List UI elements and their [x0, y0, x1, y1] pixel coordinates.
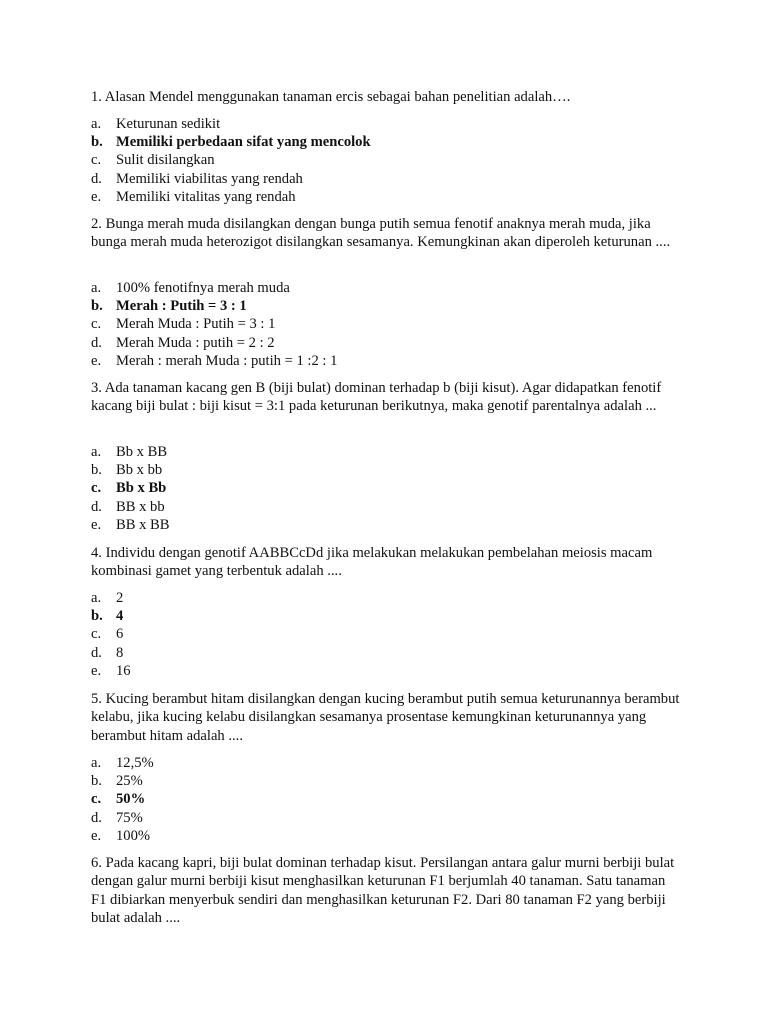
option-text: Memiliki vitalitas yang rendah — [116, 188, 296, 205]
option-text: 100% — [116, 827, 151, 844]
option-letter: e. — [91, 827, 102, 844]
option-3e — [91, 516, 681, 534]
option-letter: b. — [91, 773, 102, 790]
option-letter: a. — [91, 755, 102, 771]
question-4-text: 4. Individu dengan genotif AABBCcDd jika melakukan melakukan pembelahan meiosis macam kombinasi gamet yang terbentuk adalah .... — [91, 545, 653, 580]
option-5c — [91, 790, 681, 808]
option-letter: c. — [91, 316, 102, 333]
option-4e — [91, 662, 681, 680]
option-text: Merah Muda : Putih = 3 : 1 — [116, 316, 276, 333]
option-letter: c. — [91, 152, 102, 169]
option-text: Keturunan sedikit — [116, 116, 221, 132]
option-text: Bb x bb — [116, 462, 163, 479]
option-5a — [91, 754, 681, 772]
option-text: 2 — [116, 590, 124, 606]
question-1-options — [91, 115, 681, 206]
option-2b — [91, 297, 681, 315]
option-letter: a. — [91, 444, 102, 460]
question-3-options — [91, 443, 681, 534]
option-text: Bb x Bb — [116, 480, 167, 497]
question-5-options — [91, 754, 681, 845]
option-letter: e. — [91, 662, 102, 679]
option-5d — [91, 809, 681, 827]
option-1a — [91, 115, 681, 133]
option-text: Memiliki perbedaan sifat yang mencolok — [116, 134, 371, 151]
option-text: 4 — [116, 608, 124, 625]
question-4-options — [91, 589, 681, 680]
option-text: BB x BB — [116, 516, 170, 533]
option-1d — [91, 170, 681, 188]
option-4c — [91, 625, 681, 643]
option-letter: e. — [91, 188, 102, 205]
option-letter: e. — [91, 352, 102, 369]
option-text: 75% — [116, 809, 143, 826]
option-3c — [91, 479, 681, 497]
option-text: 100% fenotifnya merah muda — [116, 280, 290, 296]
option-4d — [91, 644, 681, 662]
option-letter: d. — [91, 809, 102, 826]
option-text: Merah Muda : putih = 2 : 2 — [116, 334, 275, 351]
option-1b — [91, 133, 681, 151]
option-5b — [91, 772, 681, 790]
option-text: Bb x BB — [116, 444, 168, 460]
option-letter: b. — [91, 462, 102, 479]
option-letter: a. — [91, 590, 102, 606]
option-text: Sulit disilangkan — [116, 152, 215, 169]
option-4a — [91, 589, 681, 607]
option-3d — [91, 498, 681, 516]
option-letter: c. — [91, 791, 102, 808]
option-2c — [91, 315, 681, 333]
option-text: 6 — [116, 626, 124, 643]
option-text: 8 — [116, 644, 124, 661]
option-text: 16 — [116, 662, 131, 679]
question-2-text: 2. Bunga merah muda disilangkan dengan bunga putih semua fenotif anaknya merah muda, jika bunga merah muda heterozigot disilangkan sesamanya. Kemungkinan akan diperoleh keturunan .... — [91, 216, 671, 251]
option-2d — [91, 334, 681, 352]
question-5-text: 5. Kucing berambut hitam disilangkan dengan kucing berambut putih semua keturunannya berambut kelabu, jika kucing kelabu disilangkan sesamanya prosentase kemungkinan keturunannya yang berambut hitam adalah .... — [91, 691, 680, 744]
option-3a — [91, 443, 681, 461]
option-1c — [91, 151, 681, 169]
option-text: 25% — [116, 773, 143, 790]
option-4b — [91, 607, 681, 625]
option-text: 50% — [116, 791, 146, 808]
question-6-text: 6. Pada kacang kapri, biji bulat dominan terhadap kisut. Persilangan antara galur murni berbiji bulat dengan galur murni berbiji kisut menghasilkan keturunan F1 berjumlah 40 tanaman. Satu tanaman F1 dibiarkan menyerbuk sendiri dan menghasilkan keturunan F2. Dari 80 tanaman F2 yang berbiji bulat adalah .... — [91, 855, 675, 926]
option-letter: b. — [91, 298, 103, 315]
option-letter: d. — [91, 644, 102, 661]
option-text: Memiliki viabilitas yang rendah — [116, 170, 303, 187]
option-text: Merah : Putih = 3 : 1 — [116, 298, 247, 315]
question-1-text: 1. Alasan Mendel menggunakan tanaman ercis sebagai bahan penelitian adalah…. — [91, 89, 571, 105]
option-letter: a. — [91, 280, 102, 296]
option-letter: d. — [91, 498, 102, 515]
option-letter: b. — [91, 134, 103, 151]
option-text: Merah : merah Muda : putih = 1 :2 : 1 — [116, 352, 338, 369]
option-letter: c. — [91, 480, 102, 497]
option-2e — [91, 352, 681, 370]
question-3-text: 3. Ada tanaman kacang gen B (biji bulat) dominan terhadap b (biji kisut). Agar didapatkan fenotif kacang biji bulat : biji kisut = 3:1 pada keturunan berikutnya, maka genotif parentalnya adalah ... — [91, 380, 662, 415]
option-letter: c. — [91, 626, 102, 643]
option-1e — [91, 188, 681, 206]
option-text: 12,5% — [116, 755, 154, 771]
option-letter: e. — [91, 516, 102, 533]
option-letter: b. — [91, 608, 103, 625]
option-5e — [91, 827, 681, 845]
option-3b — [91, 461, 681, 479]
option-letter: a. — [91, 116, 102, 132]
question-2-options — [91, 279, 681, 370]
option-2a — [91, 279, 681, 297]
option-text: BB x bb — [116, 498, 165, 515]
option-letter: d. — [91, 334, 102, 351]
option-letter: d. — [91, 170, 102, 187]
